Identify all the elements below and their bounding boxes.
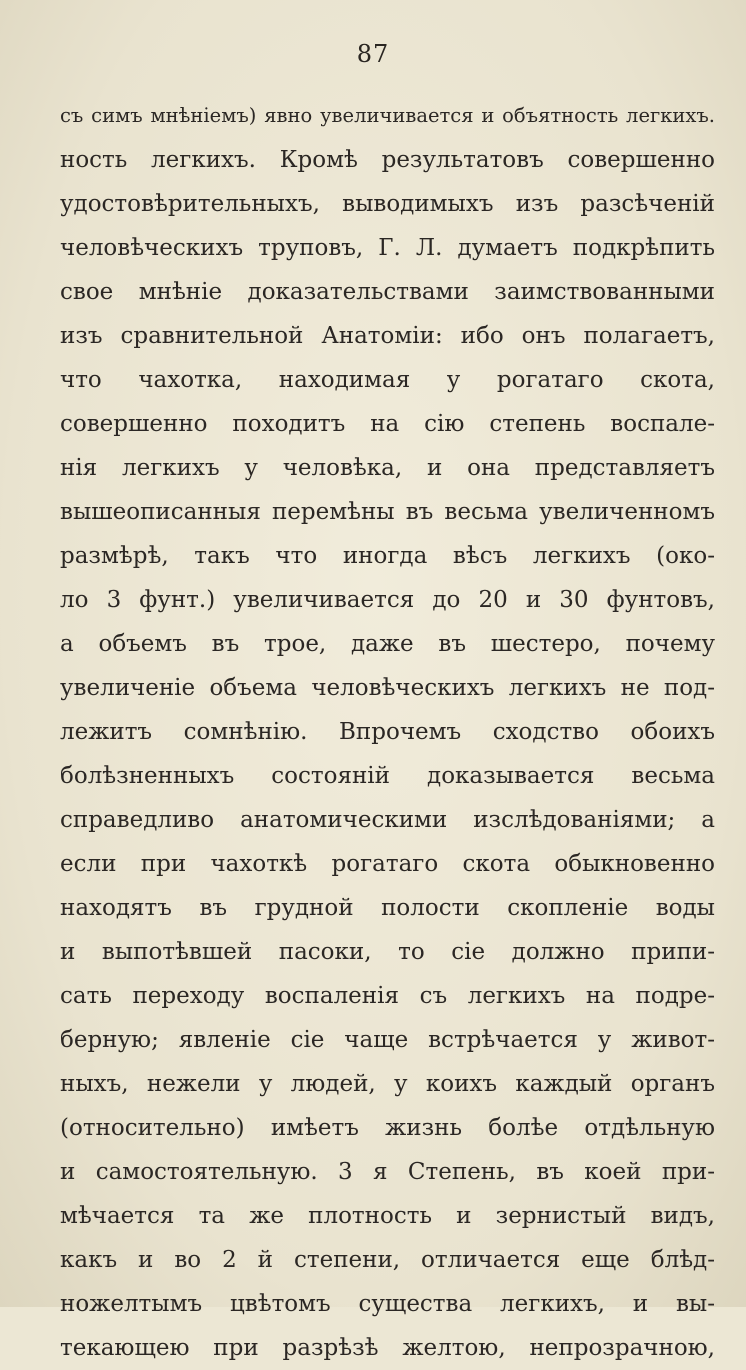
text-line: мѣчается та же плотность и зернистый видъ, xyxy=(60,1203,715,1229)
text-line: ность легкихъ. Кромѣ результатовъ совершенно xyxy=(60,147,715,173)
text-line: удостовѣрительныхъ, выводимыхъ изъ разсѣченій xyxy=(60,191,715,217)
text-line: а объемъ въ трое, даже въ шестеро, почему xyxy=(60,631,715,657)
text-line: и самостоятельную. 3 я Степень, въ коей при- xyxy=(60,1159,715,1185)
body-text xyxy=(60,94,715,1370)
text-line: изъ сравнительной Анатоміи: ибо онъ полагаетъ, xyxy=(60,323,715,349)
text-line: ножелтымъ цвѣтомъ существа легкихъ, и вы- xyxy=(60,1291,715,1317)
text-line: вышеописанныя перемѣны въ весьма увеличенномъ xyxy=(60,499,715,525)
text-line: человѣческихъ труповъ, Г. Л. думаетъ подкрѣпить xyxy=(60,235,715,261)
text-line: если при чахоткѣ рогатаго скота обыкновенно xyxy=(60,851,715,877)
text-line: справедливо анатомическими изслѣдованіями; а xyxy=(60,807,715,833)
text-line: что чахотка, находимая у рогатаго скота, xyxy=(60,367,715,393)
text-line: какъ и во 2 й степени, отличается еще блѣд- xyxy=(60,1247,715,1273)
text-line: лежитъ сомнѣнію. Впрочемъ сходство обоихъ xyxy=(60,719,715,745)
text-line: совершенно походитъ на сію степень воспале- xyxy=(60,411,715,437)
text-line: ло 3 фунт.) увеличивается до 20 и 30 фунтовъ, xyxy=(60,587,715,613)
page-number: 87 xyxy=(356,40,390,68)
text-line: берную; явленіе сіе чаще встрѣчается у живот- xyxy=(60,1027,715,1053)
text-line: свое мнѣніе доказательствами заимствованными xyxy=(60,279,715,305)
text-line: съ симъ мнѣніемъ) явно увеличивается и объятность легкихъ. xyxy=(60,104,715,127)
text-line: размѣрѣ, такъ что иногда вѣсъ легкихъ (око- xyxy=(60,543,715,569)
text-line: и выпотѣвшей пасоки, то сіе должно припи- xyxy=(60,939,715,965)
text-line: увеличеніе объема человѣческихъ легкихъ не под- xyxy=(60,675,715,701)
text-line: текающею при разрѣзѣ желтою, непрозрачною, xyxy=(60,1335,715,1361)
text-line: находятъ въ грудной полости скопленіе воды xyxy=(60,895,715,921)
text-line: (относительно) имѣетъ жизнь болѣе отдѣльную xyxy=(60,1115,715,1141)
text-line: болѣзненныхъ состояній доказывается весьма xyxy=(60,763,715,789)
text-line: нія легкихъ у человѣка, и она представляетъ xyxy=(60,455,715,481)
text-line: ныхъ, нежели у людей, у коихъ каждый органъ xyxy=(60,1071,715,1097)
text-line: сать переходу воспаленія съ легкихъ на подре- xyxy=(60,983,715,1009)
